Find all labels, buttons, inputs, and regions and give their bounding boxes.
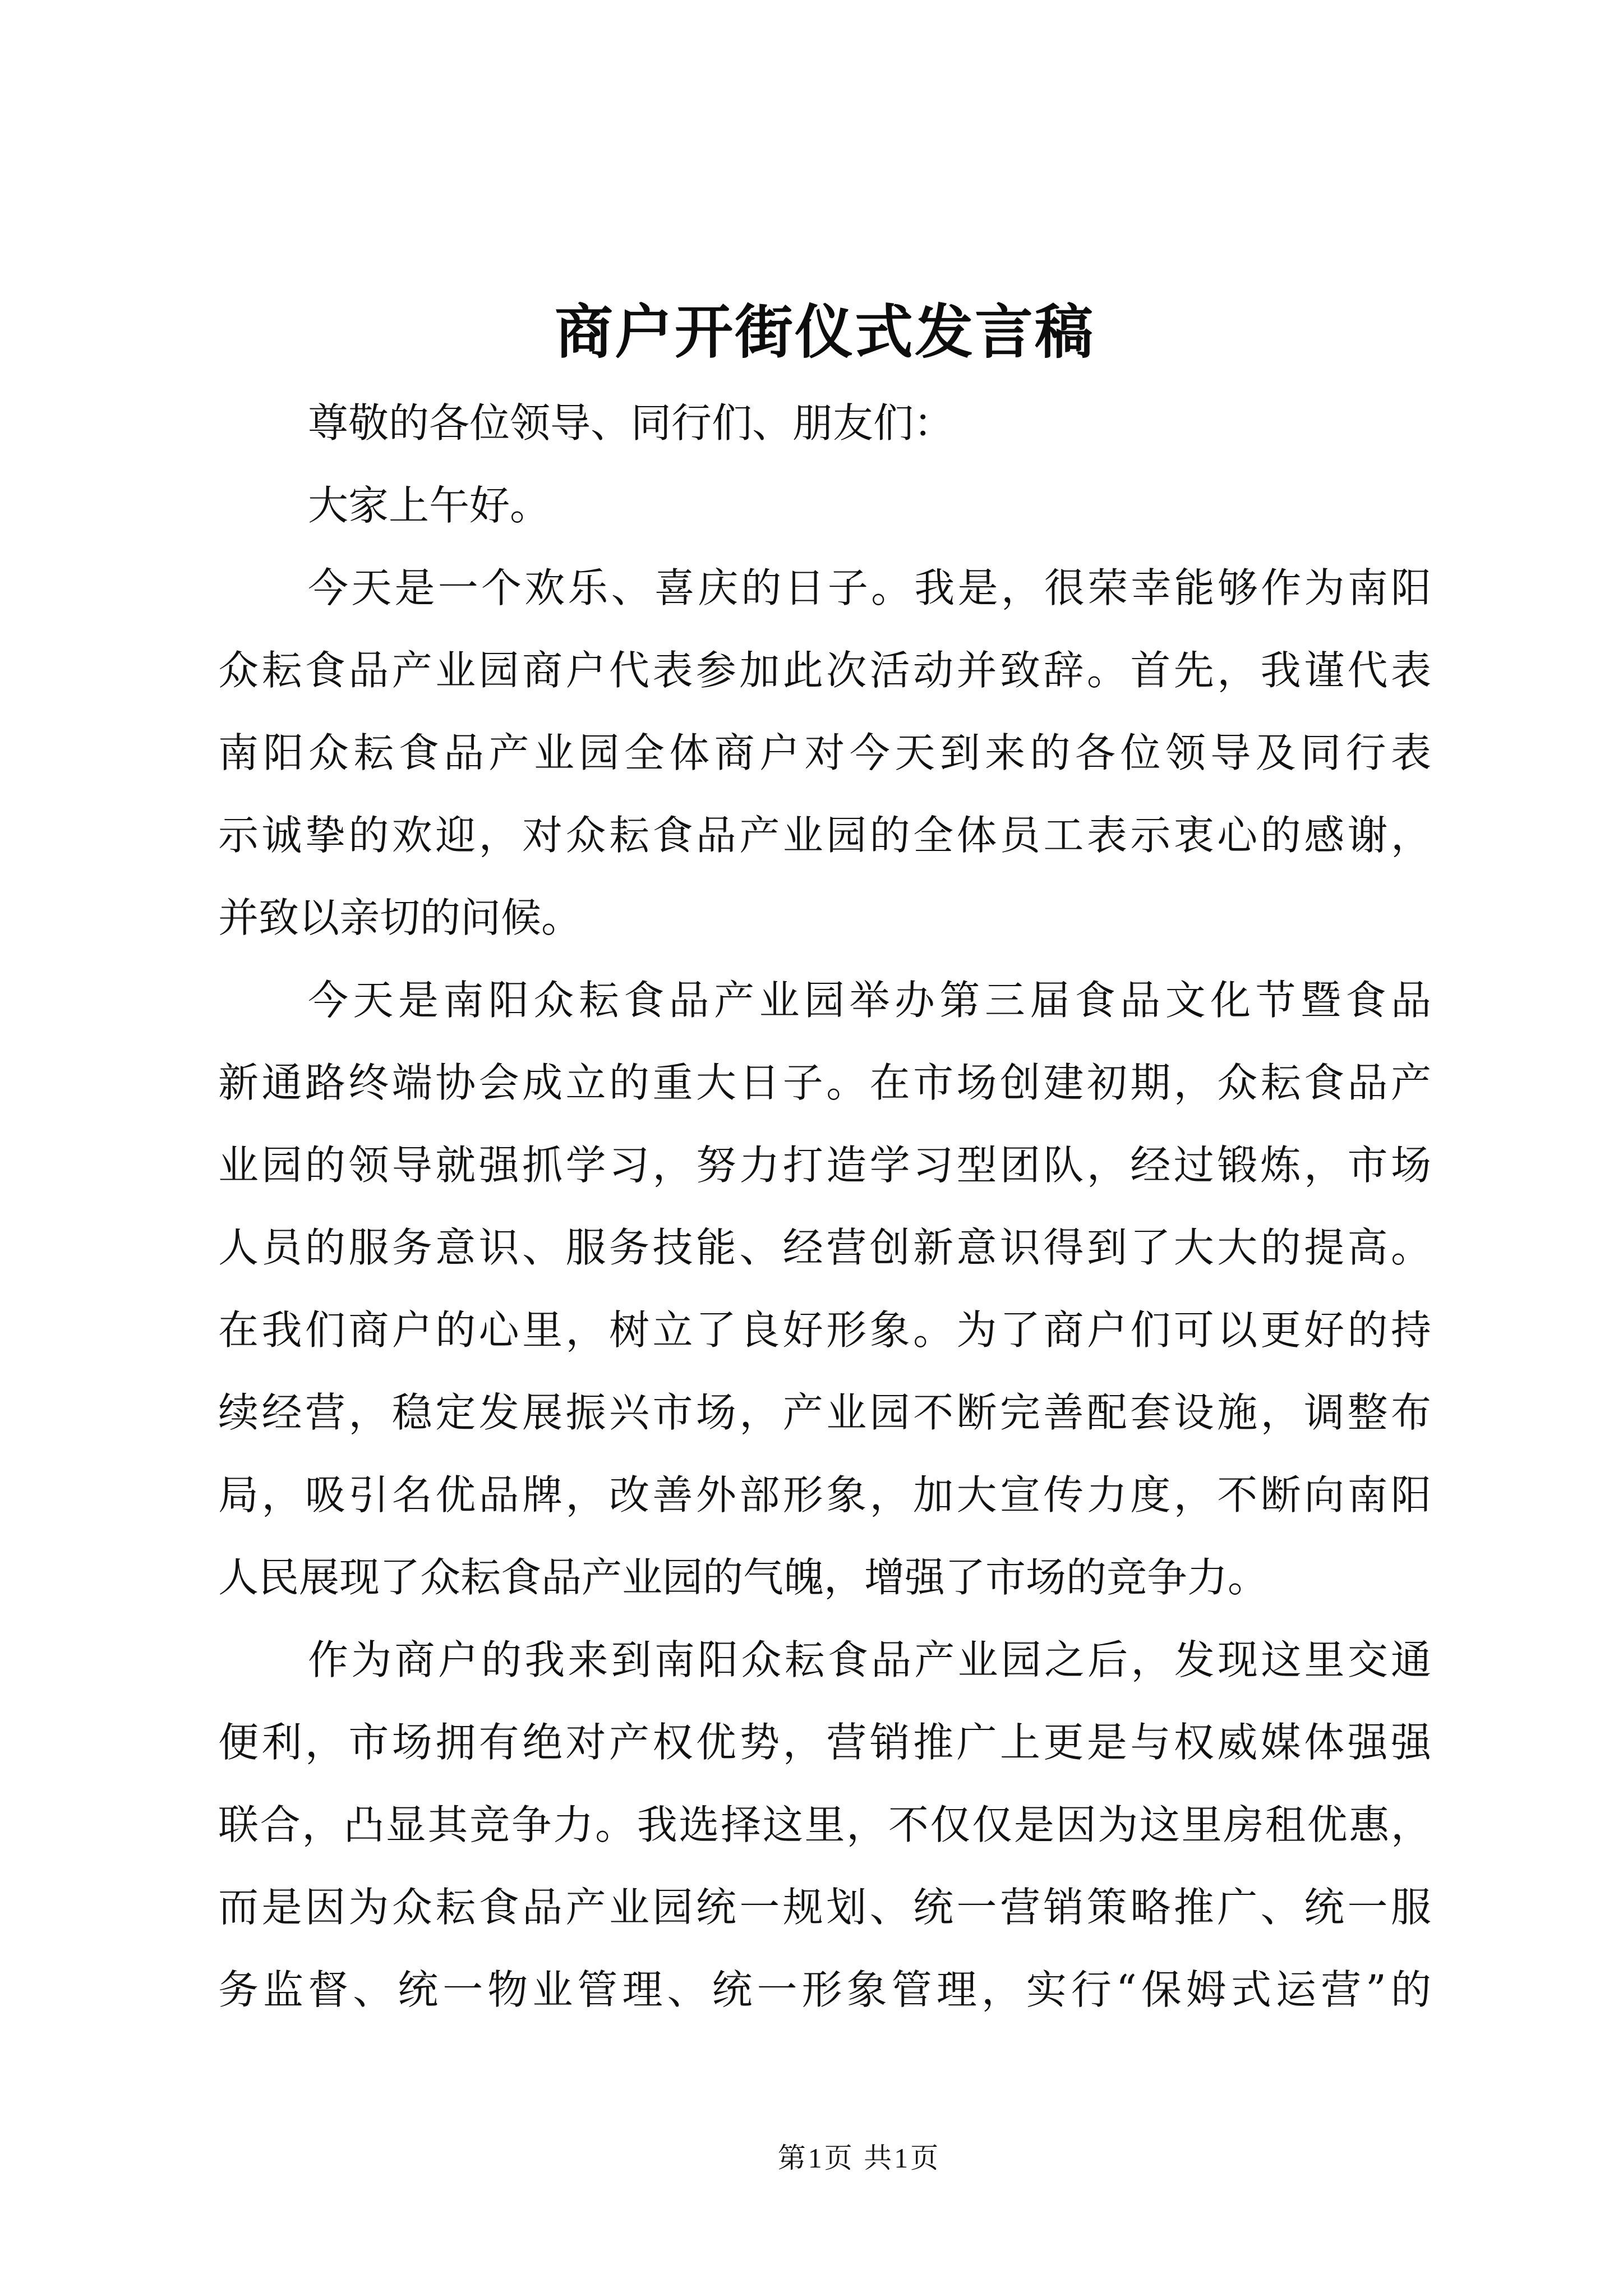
- text-line: 示诚挚的欢迎，对众耘食品产业园的全体员工表示衷心的感谢，: [218, 812, 1431, 859]
- text-line: 便利，市场拥有绝对产权优势，营销推广上更是与权威媒体强强: [218, 1719, 1431, 1766]
- paragraph-greeting: [218, 464, 1431, 547]
- text-line: 人民展现了众耘食品产业园的气魄，增强了市场的竞争力。: [218, 1554, 1269, 1601]
- text-line: 作为商户的我来到南阳众耘食品产业园之后，发现这里交通: [308, 1636, 1431, 1683]
- text-line: 人员的服务意识、服务技能、经营创新意识得到了大大的提高。: [218, 1224, 1431, 1271]
- text-line: 局，吸引名优品牌，改善外部形象，加大宣传力度，不断向南阳: [218, 1471, 1431, 1519]
- text-line: 业园的领导就强抓学习，努力打造学习型团队，经过锻炼，市场: [218, 1142, 1431, 1189]
- paragraph-merchant-view: [218, 1619, 1431, 2031]
- text-line: 并致以亲切的问候。: [218, 894, 582, 941]
- document-title: 商户开街仪式发言稿: [554, 297, 1095, 366]
- text-line: 务监督、统一物业管理、统一形象管理，实行“保姆式运营”的: [218, 1966, 1431, 2013]
- text-line: 大家上午好。: [308, 482, 551, 529]
- text-line: 而是因为众耘食品产业园统一规划、统一营销策略推广、统一服: [218, 1884, 1431, 1931]
- text-line: 联合，凸显其竞争力。我选择这里，不仅仅是因为这里房租优惠，: [218, 1801, 1431, 1848]
- paragraph-welcome: [218, 547, 1431, 959]
- text-line: 南阳众耘食品产业园全体商户对今天到来的各位领导及同行表: [218, 729, 1431, 776]
- text-line: 今天是南阳众耘食品产业园举办第三届食品文化节暨食品: [308, 977, 1431, 1024]
- paragraph-salutation: [218, 382, 1431, 464]
- page-number-footer: 第1页 共1页: [777, 2142, 941, 2174]
- text-line: 尊敬的各位领导、同行们、朋友们：: [308, 399, 955, 447]
- text-line: 众耘食品产业园商户代表参加此次活动并致辞。首先，我谨代表: [218, 647, 1431, 694]
- text-line: 新通路终端协会成立的重大日子。在市场创建初期，众耘食品产: [218, 1059, 1431, 1106]
- text-line: 在我们商户的心里，树立了良好形象。为了商户们可以更好的持: [218, 1306, 1431, 1354]
- paragraph-festival: [218, 959, 1431, 1619]
- text-line: 今天是一个欢乐、喜庆的日子。我是，很荣幸能够作为南阳: [308, 564, 1431, 611]
- text-line: 续经营，稳定发展振兴市场，产业园不断完善配套设施，调整布: [218, 1389, 1431, 1436]
- document-body: [218, 382, 1431, 2031]
